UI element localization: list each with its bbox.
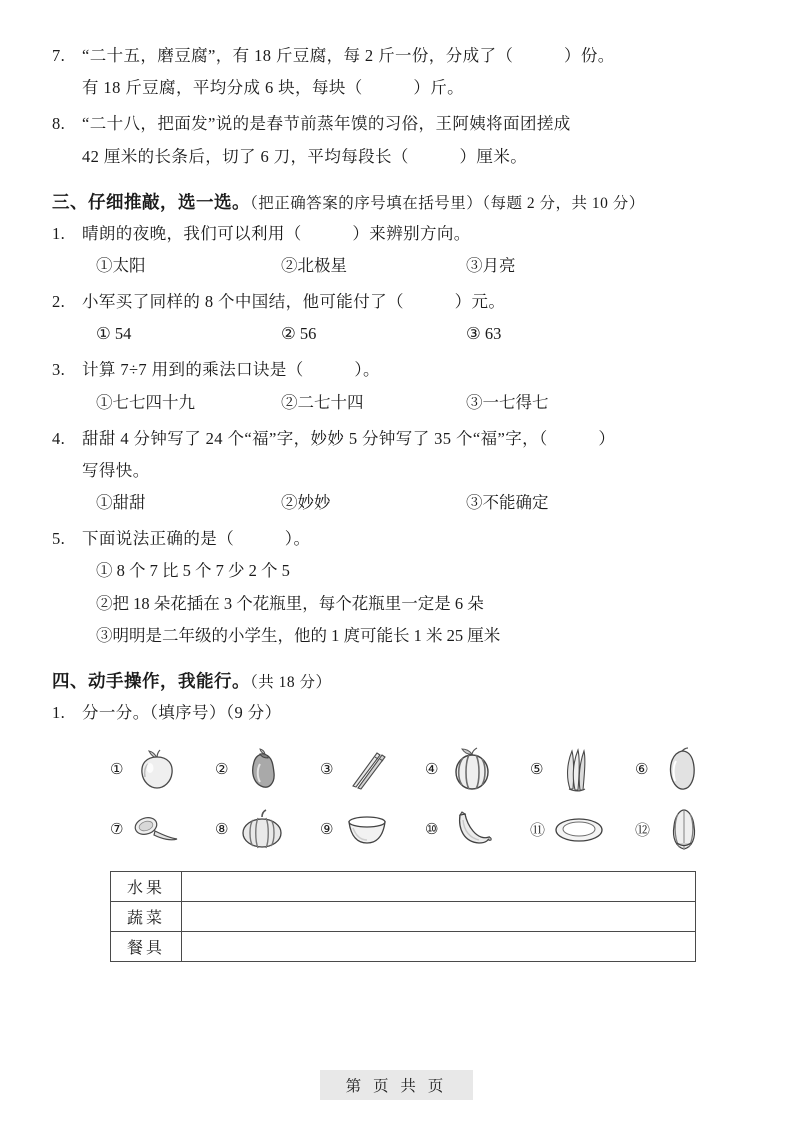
question-8-number: 8. <box>52 114 66 134</box>
picture-item-6[interactable] <box>635 742 740 796</box>
choice-question-4-options <box>52 487 741 519</box>
picture-item-8-number: ⑧ <box>215 820 229 839</box>
choice-question-1-number: 1. <box>52 223 66 243</box>
picture-item-1-number: ① <box>110 760 124 779</box>
choice-question-3-stem-row <box>52 354 741 386</box>
choice-question-1-options <box>52 250 741 282</box>
choice-question-5-stem: 下面说法正确的是（ ）。 <box>82 529 311 549</box>
question-7-line-2: 有 18 斤豆腐，平均分成 6 块，每块（ ）斤。 <box>82 78 465 98</box>
banana-icon <box>443 802 501 856</box>
picture-item-3-number: ③ <box>320 760 334 779</box>
question-7-line-1 <box>52 40 741 72</box>
picture-row-2 <box>110 799 741 859</box>
choice-question-4-stem-line-2: 写得快。 <box>82 460 150 480</box>
operation-task-1-stem-row <box>52 697 741 729</box>
section-3-heading <box>52 189 741 214</box>
table-label-fruit: 水果 <box>111 872 182 902</box>
choice-question-4-option-a[interactable]: ①甜甜 <box>96 493 146 513</box>
picture-item-12-number: ⑫ <box>635 820 651 839</box>
picture-item-10-number: ⑩ <box>425 820 439 839</box>
table-answer-fruit[interactable] <box>182 872 696 902</box>
question-7-number: 7. <box>52 46 66 65</box>
picture-item-7[interactable] <box>110 802 215 856</box>
table-answer-vegetable[interactable] <box>182 902 696 932</box>
choice-question-2-stem-row <box>52 286 741 318</box>
question-8-line-1 <box>52 108 741 140</box>
section-3-note: （把正确答案的序号填在括号里）（每题 2 分，共 10 分） <box>250 194 645 212</box>
choice-question-3-options <box>52 387 741 419</box>
bowl-icon <box>338 802 396 856</box>
choice-question-4-stem-row <box>52 423 741 455</box>
choice-question-1-option-a[interactable]: ①太阳 <box>96 255 146 275</box>
choice-question-3-stem: 计算 7÷7 用到的乘法口诀是（ ）。 <box>82 360 380 380</box>
question-8-line-2: 42 厘米的长条后，切了 6 刀，平均每段长（ ）厘米。 <box>82 146 528 166</box>
table-row <box>111 932 696 962</box>
choice-question-4-stem: 甜甜 4 分钟写了 24 个“福”字，妙妙 5 分钟写了 35 个“福”字，（ ） <box>82 428 616 448</box>
choice-question-3-option-c[interactable]: ③一七得七 <box>466 392 549 412</box>
choice-question-2-stem: 小军买了同样的 8 个中国结，他可能付了（ ）元。 <box>82 292 506 312</box>
choice-question-2-options <box>52 318 741 350</box>
choice-question-5-stem-row <box>52 523 741 555</box>
section-4-note: （共 18 分） <box>250 673 332 691</box>
plate-icon <box>550 802 608 856</box>
picture-item-5[interactable] <box>530 742 635 796</box>
picture-item-2-number: ② <box>215 760 229 779</box>
choice-question-1-stem-row <box>52 218 741 250</box>
picture-item-3[interactable] <box>320 742 425 796</box>
page-number-label: 第 页 共 页 <box>320 1070 474 1100</box>
choice-question-5 <box>52 523 741 652</box>
picture-item-10[interactable] <box>425 802 530 856</box>
picture-item-11-number: ⑪ <box>530 820 546 839</box>
choice-question-2-option-a[interactable]: ① 54 <box>96 324 132 344</box>
choice-question-4-number: 4. <box>52 428 66 448</box>
table-row <box>111 902 696 932</box>
mango-icon <box>653 742 711 796</box>
page-footer <box>0 1070 793 1100</box>
watermelon-icon <box>443 742 501 796</box>
picture-item-7-number: ⑦ <box>110 820 124 839</box>
bokchoy-icon <box>655 802 713 856</box>
table-label-vegetable: 蔬菜 <box>111 902 182 932</box>
picture-item-9[interactable] <box>320 802 425 856</box>
operation-task-1 <box>52 697 741 729</box>
operation-task-1-text: 分一分。（填序号）（9 分） <box>82 702 282 722</box>
choice-question-5-number: 5. <box>52 529 66 549</box>
choice-question-2-option-c[interactable]: ③ 63 <box>466 324 502 344</box>
picture-row-1 <box>110 739 741 799</box>
choice-question-5-option-a[interactable]: ① 8 个 7 比 5 个 7 少 2 个 5 <box>96 561 290 581</box>
picture-item-12[interactable] <box>635 802 740 856</box>
classification-table <box>110 871 696 962</box>
section-4-heading <box>52 668 741 693</box>
question-7-text-1: “二十五，磨豆腐”，有 18 斤豆腐，每 2 斤一份，分成了（ ）份。 <box>82 46 615 65</box>
choice-question-3-option-a[interactable]: ①七七四十九 <box>96 392 195 412</box>
section-3-title: 三、仔细推敲，选一选。 <box>52 191 250 212</box>
spoon-icon <box>128 802 186 856</box>
picture-item-8[interactable] <box>215 802 320 856</box>
eggplant-icon <box>233 742 291 796</box>
question-8 <box>52 108 741 172</box>
picture-item-4[interactable] <box>425 742 530 796</box>
picture-item-2[interactable] <box>215 742 320 796</box>
picture-item-11[interactable] <box>530 802 635 856</box>
choice-question-5-option-c[interactable]: ③明明是二年级的小学生，他的 1 庹可能长 1 米 25 厘米 <box>96 625 501 645</box>
choice-question-1-stem: 晴朗的夜晚，我们可以利用（ ）来辨别方向。 <box>82 223 471 243</box>
picture-item-6-number: ⑥ <box>635 760 649 779</box>
question-8-text-1: “二十八，把面发”说的是春节前蒸年馍的习俗，王阿姨将面团搓成 <box>82 114 571 134</box>
choice-question-3-option-b[interactable]: ②二七十四 <box>281 392 364 412</box>
apple-icon <box>128 742 186 796</box>
choice-question-2-number: 2. <box>52 292 66 312</box>
question-7 <box>52 40 741 104</box>
chopsticks-icon <box>338 742 396 796</box>
choice-question-1 <box>52 218 741 282</box>
picture-item-9-number: ⑨ <box>320 820 334 839</box>
section-4-title: 四、动手操作，我能行。 <box>52 670 250 691</box>
picture-item-1[interactable] <box>110 742 215 796</box>
choice-question-1-option-c[interactable]: ③月亮 <box>466 255 516 275</box>
celery-icon <box>548 742 606 796</box>
choice-question-3-number: 3. <box>52 360 66 380</box>
table-answer-tableware[interactable] <box>182 932 696 962</box>
choice-question-4-option-c[interactable]: ③不能确定 <box>466 493 549 513</box>
picture-item-4-number: ④ <box>425 760 439 779</box>
picture-grid <box>52 739 741 859</box>
table-row <box>111 872 696 902</box>
choice-question-4 <box>52 423 741 520</box>
choice-question-2 <box>52 286 741 350</box>
operation-task-1-number: 1. <box>52 702 66 722</box>
choice-question-5-option-b[interactable]: ②把 18 朵花插在 3 个花瓶里，每个花瓶里一定是 6 朵 <box>96 593 484 613</box>
choice-question-1-option-b[interactable]: ②北极星 <box>281 255 347 275</box>
choice-question-3 <box>52 354 741 418</box>
choice-question-4-option-b[interactable]: ②妙妙 <box>281 493 331 513</box>
choice-question-2-option-b[interactable]: ② 56 <box>281 324 317 344</box>
picture-item-5-number: ⑤ <box>530 760 544 779</box>
pumpkin-icon <box>233 802 291 856</box>
table-label-tableware: 餐具 <box>111 932 182 962</box>
